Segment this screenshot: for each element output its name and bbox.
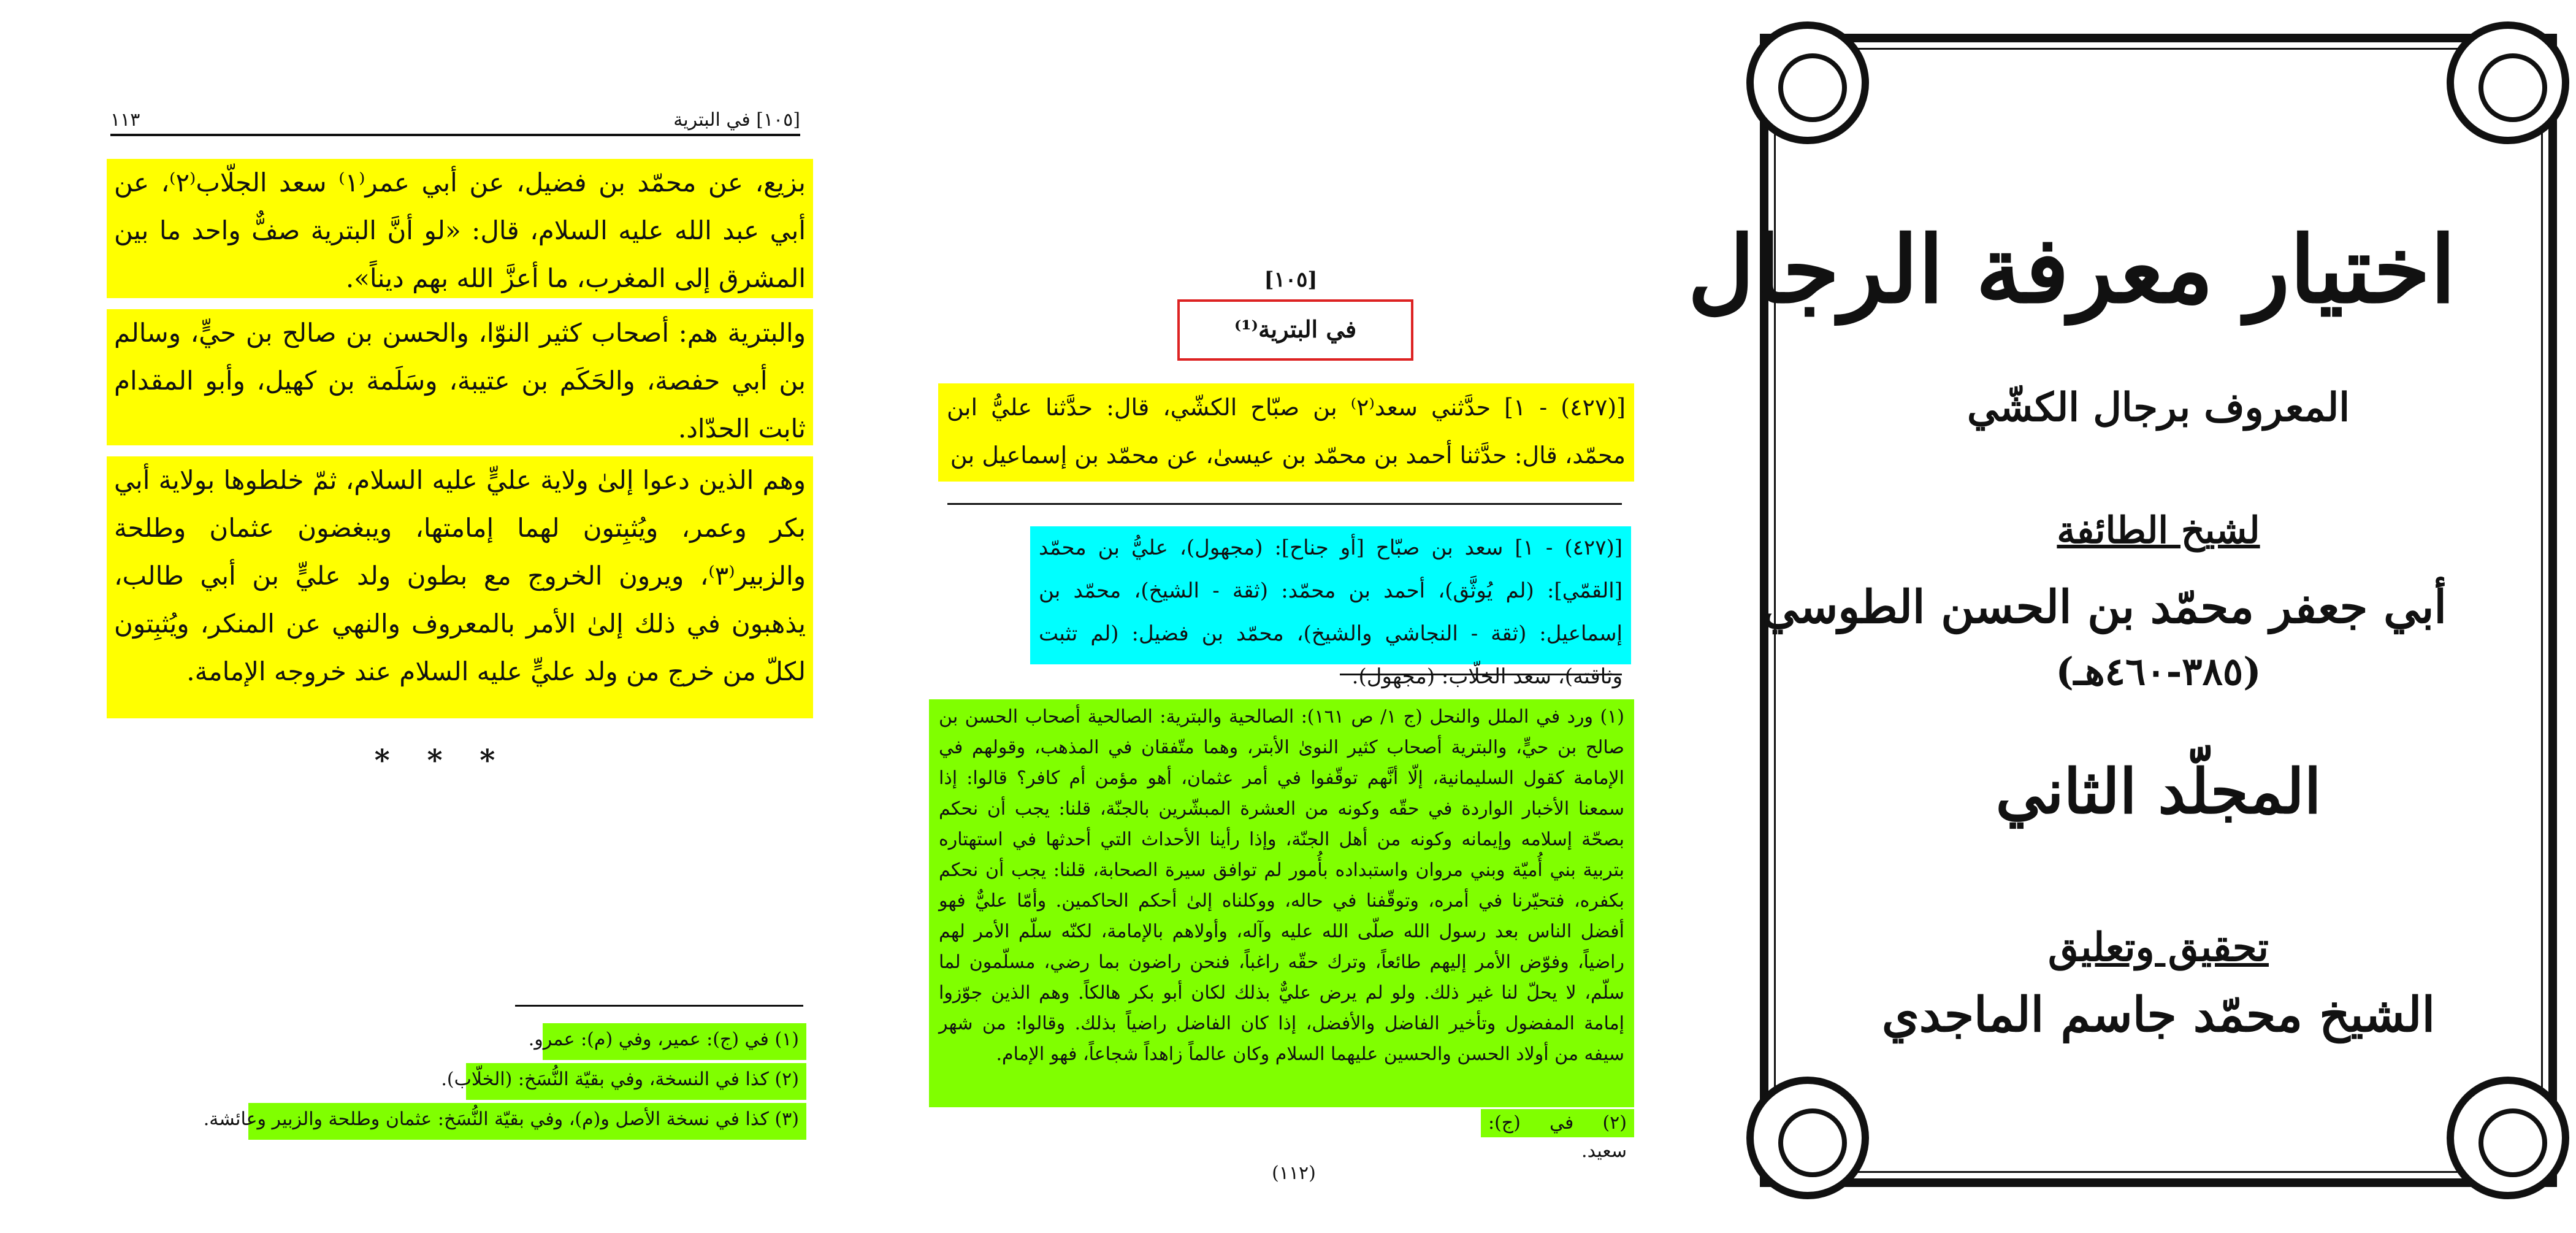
author-dates: (٣٨٥-٤٦٠هـ) (2055, 649, 2261, 694)
middle-footnote-1: (١) ورد في الملل والنحل (ج ١/ ص ١٦١): الصالحية والبترية: الصالحية أصحاب الحسن بن صالح بن حيٍّ، والبترية أصحاب كثير النوىٰ الأبتر، وهما متّفقان في المذهب، وقولهم في الإمامة كقول السليمانية، إلّا أنَّهم توقّفوا في أمر عثمان، أهو مؤمن أم كافر؟ قالوا: إذا سمعنا الأخبار الواردة في حقّه وكونه من العشرة المبشّرين بالجنّة، قلنا: يجب أن نحكم بصحّة إسلامه وإيمانه وكونه من أهل الجنّة، وإذا رأينا الأحداث التي أحدثها في استهتاره بتربية بني أُميّة وبني مروان واستبداده بأُمور لم توافق سيرة الصحابة، قلنا: يجب أن نحكم بكفره، فتحيّرنا في أمره، وتوقّفنا في حاله، ووكلناه إلىٰ أحكم الحاكمين. وأمّا عليٌّ فهو أفضل الناس بعد رسول الله صلّى الله عليه وآله، وأولاهم بالإمامة، لكنّه سلّم الأمر لهم راضياً، وفوّض الأمر إليهم طائعاً، وترك حقّه راغباً، فنحن راضون بما رضي، مسلّمون لما سلّم، لا يحلّ لنا غير ذلك. ولو لم يرض عليٌّ بذلك لكان أبو بكر هالكاً. وهم الذين جوّزوا إمامة المفضول وتأخير الفاضل والأفضل، إذا كان الفاضل راضياً بذلك. وقالوا: من شهر سيفه من أولاد الحسن والحسين عليهما السلام وكان عالماً زاهداً شجاعاً، فهو الإمام. (929, 699, 1634, 1107)
frame-corner-ornament-top-left (1746, 21, 1869, 144)
frame-corner-ornament-bottom-right (2447, 1077, 2569, 1199)
volume-label: المجلّد الثاني (1995, 755, 2322, 828)
hadith-text: [(٤٢٧) - ١] حدَّثني سعد⁽٢⁾ بن صبّاح الكشّي، قال: حدَّثنا عليُّ ابن محمّد، قال: حدَّثنا أحمد بن محمّد بن عيسىٰ، عن محمّد بن إسماعيل بن (938, 383, 1634, 482)
left-paragraph-3 (98, 454, 822, 721)
frame-corner-ornament-top-right (2447, 21, 2569, 144)
left-footnote-3: (٣) كذا في نسخة الأصل و(م)، وفي بقيّة النُّسَخ: عثمان وطلحة والزبير وعائشة. (248, 1103, 806, 1140)
book-known-as: المعروف برجال الكشّي (1966, 385, 2350, 431)
section-separator-stars: * * * (374, 743, 509, 778)
middle-footnote-2: (٢) في (ج): سعيد. (1481, 1109, 1634, 1137)
frame-corner-ornament-bottom-left (1746, 1077, 1869, 1199)
left-footnote-2: (٢) كذا في النسخة، وفي بقيّة النُّسَخ: (الخلّاب). (466, 1063, 806, 1100)
left-paragraph-3-text: وهم الذين دعوا إلىٰ ولاية عليٍّ عليه السلام، ثمّ خلطوها بولاية أبي بكر وعمر، ويُثبِتون لهما إمامتها، ويبغضون عثمان وطلحة والزبير⁽٣⁾، ويرون الخروج مع بطون ولد عليٍّ بن أبي طالب، يذهبون في ذلك إلىٰ الأمر بالمعروف والنهي عن المنكر، ويُثبِتون لكلّ من خرج من ولد عليٍّ عليه السلام عند خروجه الإمامة. (107, 456, 813, 718)
editing-label: تحقيق وتعليق (2048, 924, 2269, 970)
book-main-title: اختيار معرفة الرجال (1687, 216, 2456, 324)
left-paragraph-1 (98, 156, 822, 301)
author-name: أبي جعفر محمّد بن الحسن الطوسي (1762, 581, 2447, 634)
chapter-number: [١٠٥] (1264, 267, 1318, 292)
left-header-page-number: ١١٣ (110, 109, 140, 131)
left-header-title: [١٠٥] في البترية (673, 109, 800, 131)
left-page-header (110, 104, 800, 136)
left-footnote-1: (١) في (ج): عمير، وفي (م): عمرو. (543, 1023, 806, 1060)
left-paragraph-2-text: والبترية هم: أصحاب كثير النوّا، والحسن بن صالح بن حيٍّ، وسالم بن أبي حفصة، والحَكَم بن عتيبة، وسَلَمة بن كهيل، وأبو المقدام ثابت الحدّاد. (107, 309, 813, 445)
left-page (0, 0, 871, 1233)
left-paragraph-2 (98, 307, 822, 448)
author-label: لشيخ الطائفة (2057, 509, 2260, 552)
narrator-assessment: [(٤٢٧) - ١] سعد بن صبّاح [أو جناح]: (مجهول)، عليُّ بن محمّد [القمّي]: (لم يُوثَّق)، أحمد بن محمّد: (ثقة - الشيخ)، محمّد بن إسماعيل: (ثقة - النجاشي والشيخ)، محمّد بن فضيل: (لم تثبت وثاقته)، سعد الخلّاب: (مجهول). (1030, 526, 1631, 664)
middle-page-number: (١١٢) (1272, 1162, 1316, 1184)
left-paragraph-1-text: بزيع، عن محمّد بن فضيل، عن أبي عمر⁽١⁾ سعد الجلّاب⁽٢⁾، عن أبي عبد الله عليه السلام، قال: «لو أنَّ البترية صفٌّ واحد ما بين المشرق إلى المغرب، ما أعزَّ الله بهم ديناً». (107, 159, 813, 298)
middle-divider-1 (947, 503, 1622, 505)
editor-name: الشيخ محمّد جاسم الماجدي (1881, 987, 2436, 1043)
middle-divider-2 (1340, 674, 1622, 675)
left-footnote-divider (515, 1005, 803, 1007)
chapter-title-box: في البترية⁽¹⁾ (1177, 299, 1413, 361)
